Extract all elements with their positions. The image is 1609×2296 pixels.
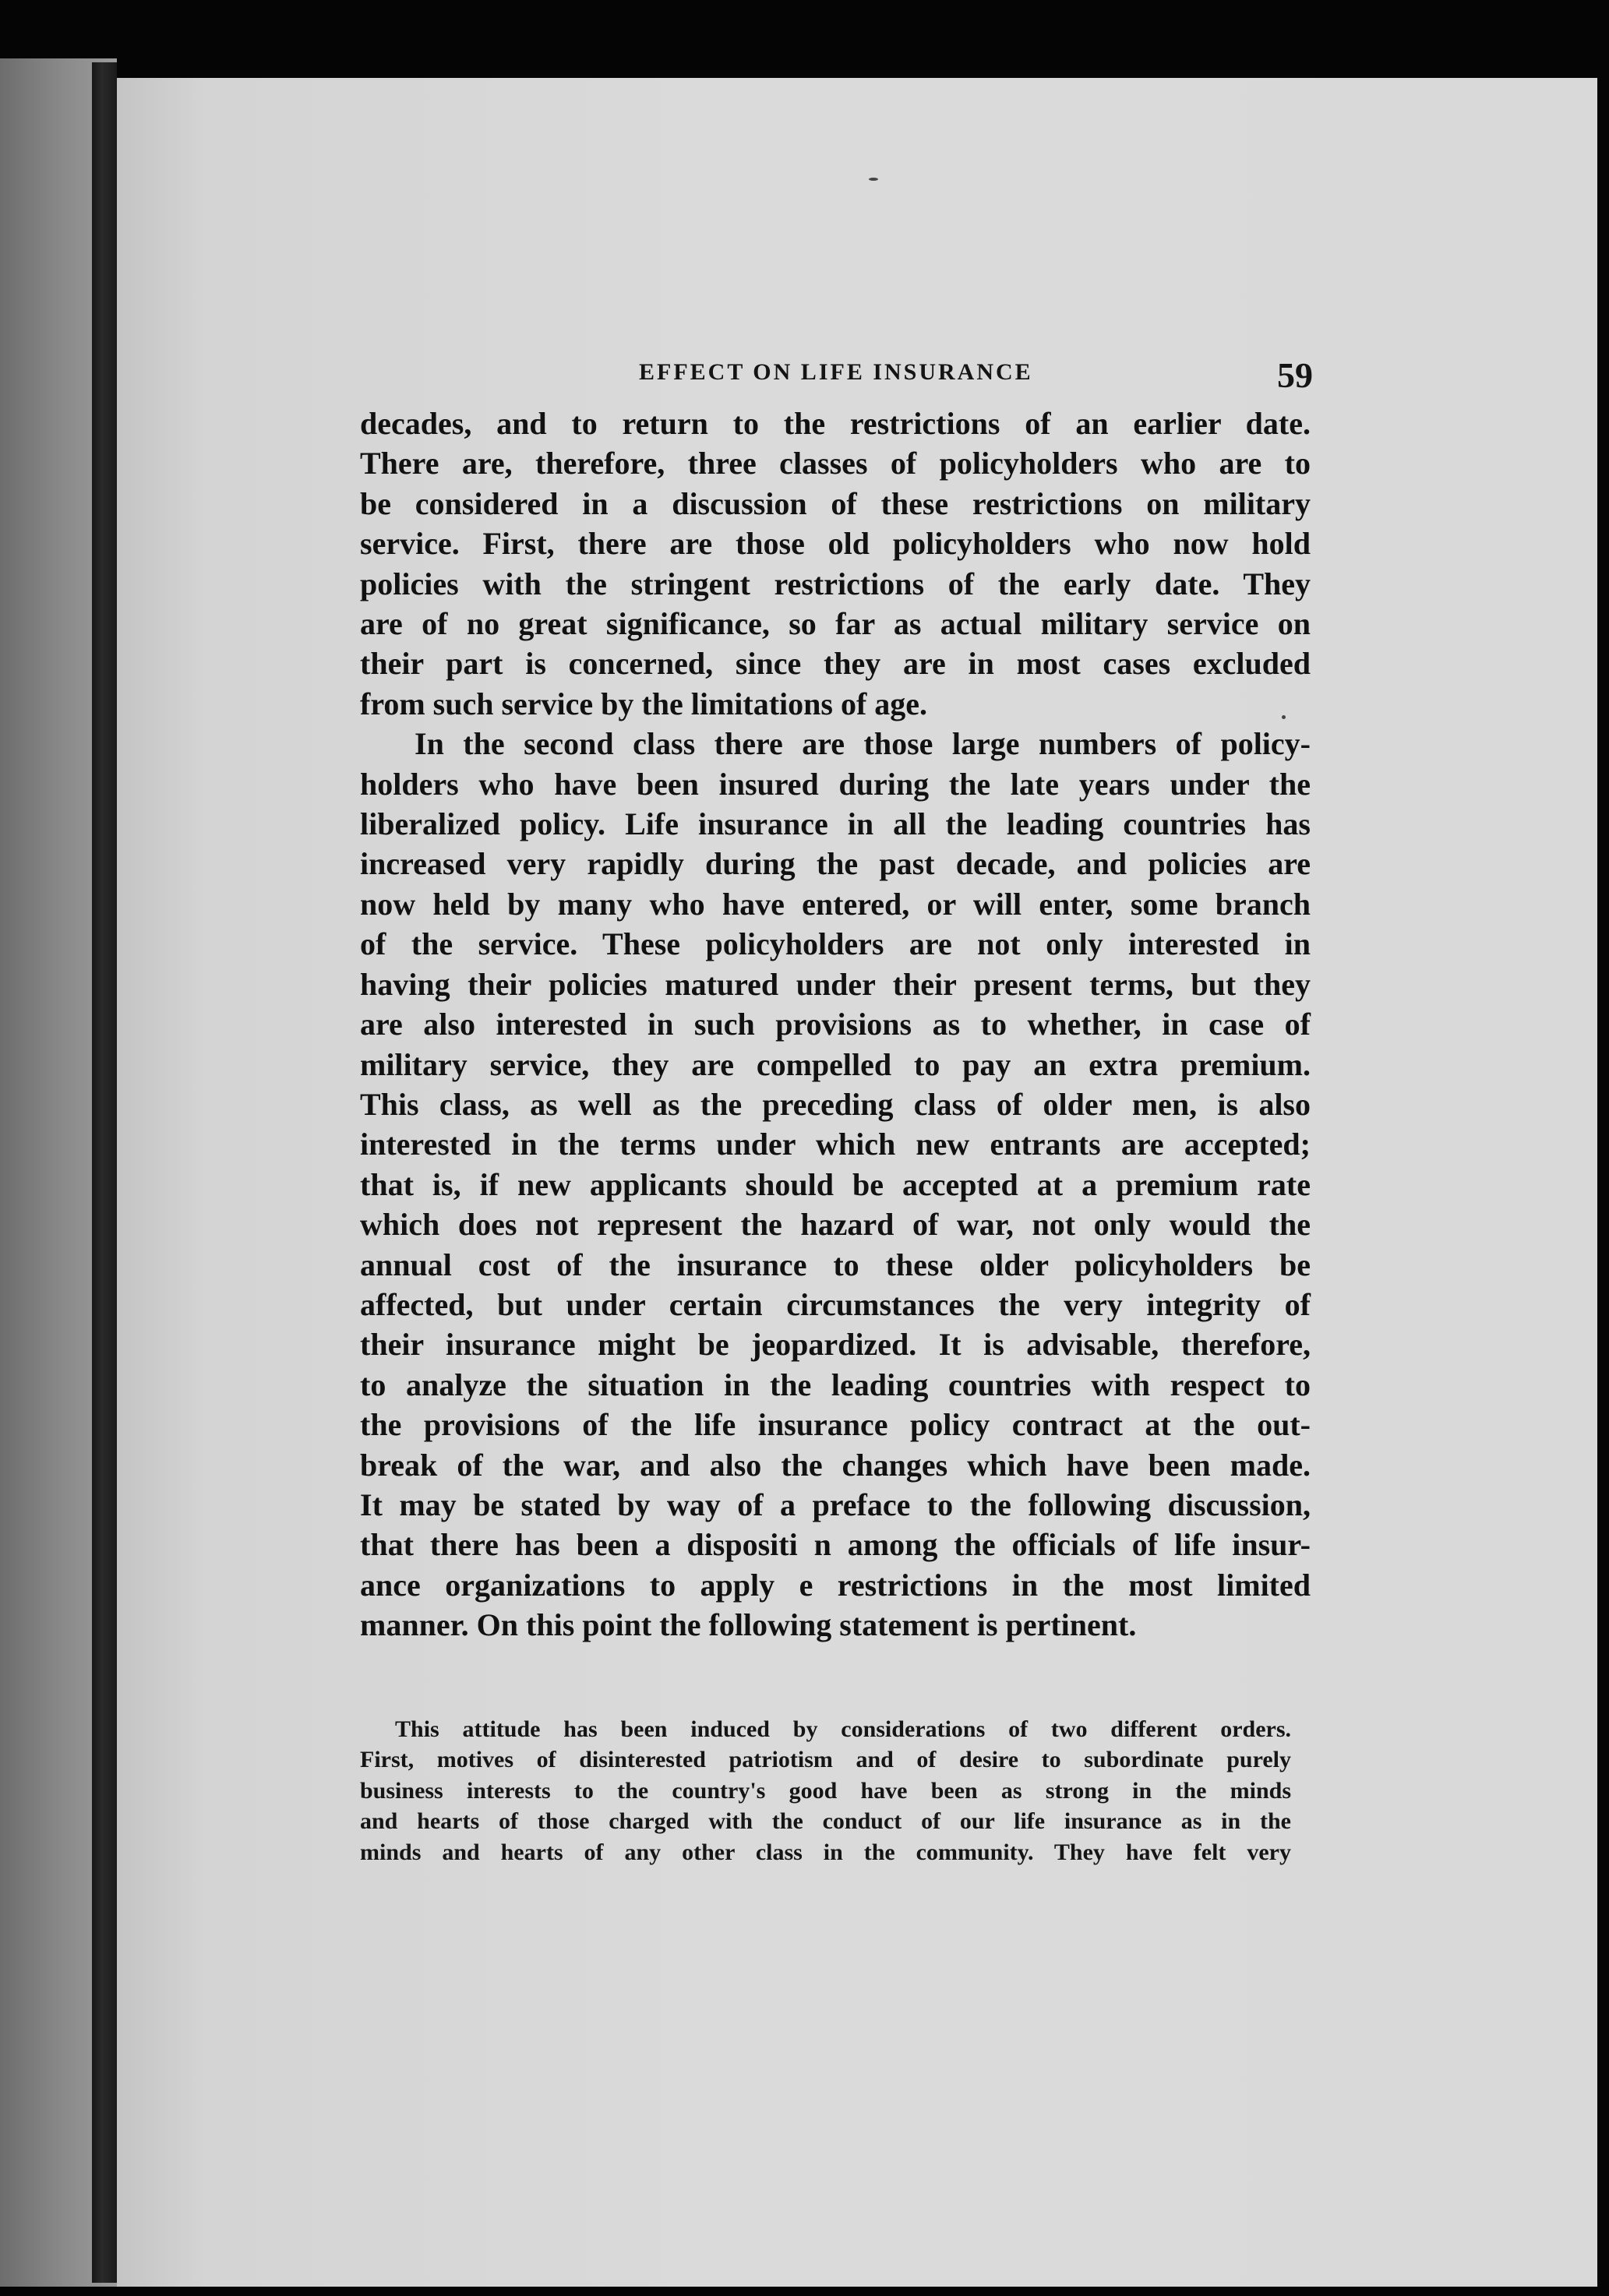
page-number: 59 [1277,355,1313,395]
text-line: are also interested in such provisions as to whether, in case of [360,1007,1311,1042]
block-quotation [360,1714,1291,1867]
text-line: that there has been a dispositi n among the officials of life insur- [360,1527,1311,1563]
text-line: There are, therefore, three classes of policyholders who are to [360,446,1311,481]
text-line: now held by many who have entered, or will enter, some branch [360,886,1311,922]
text-line: annual cost of the insurance to these older policyholders be [360,1247,1311,1282]
text-line: manner. On this point the following statement is pertinent. [360,1607,1137,1643]
text-line: break of the war, and also the changes which have been made. [360,1447,1311,1483]
text-line: which does not represent the hazard of war, not only would the [360,1207,1311,1243]
text-line: service. First, there are those old policyholders who now hold [360,526,1311,562]
text-line: affected, but under certain circumstances the very integrity of [360,1286,1311,1322]
text-line: decades, and to return to the restrictions of an earlier date. [360,406,1311,441]
quote-line: This attitude has been induced by considerations of two different orders. [395,1716,1291,1742]
text-line: liberalized policy. Life insurance in all the leading countries has [360,806,1311,842]
text-line: their insurance might be jeopardized. It is advisable, therefore, [360,1327,1311,1363]
text-line: In the second class there are those large numbers of policy- [415,726,1311,762]
text-line: policies with the stringent restrictions of the early date. They [360,566,1311,601]
quote-line: minds and hearts of any other class in the community. They have felt very [360,1839,1291,1865]
dust-speck [869,178,878,181]
quote-line: First, motives of disinterested patriotism and of desire to subordinate purely [360,1747,1291,1773]
text-line: to analyze the situation in the leading countries with respect to [360,1367,1311,1402]
text-line: interested in the terms under which new entrants are accepted; [360,1127,1311,1162]
page-header [639,354,1449,409]
text-line: the provisions of the life insurance policy contract at the out- [360,1407,1311,1443]
text-line: increased very rapidly during the past decade, and policies are [360,846,1311,882]
text-line: are of no great significance, so far as actual military service on [360,606,1311,642]
running-head: EFFECT ON LIFE INSURANCE [639,359,1033,385]
book-spine-shadow [92,62,117,2283]
text-line: It may be stated by way of a preface to the following discussion, [360,1487,1311,1522]
text-line: that is, if new applicants should be accepted at a premium rate [360,1166,1311,1202]
text-line: having their policies matured under their present terms, but they [360,966,1311,1002]
text-line: their part is concerned, since they are in most cases excluded [360,646,1311,682]
text-line: from such service by the limitations of age. [360,686,928,721]
quote-line: business interests to the country's good have been as strong in the minds [360,1777,1291,1804]
text-line: military service, they are compelled to pay an extra premium. [360,1046,1311,1082]
text-line: of the service. These policyholders are not only interested in [360,926,1311,962]
text-line: holders who have been insured during the late years under the [360,766,1311,802]
body-text [360,404,1311,1645]
text-line: ance organizations to apply e restrictions in the most limited [360,1567,1311,1603]
text-line: This class, as well as the preceding class of older men, is also [360,1086,1311,1122]
text-line: be considered in a discussion of these restrictions on military [360,485,1311,521]
quote-line: and hearts of those charged with the conduct of our life insurance as in the [360,1808,1291,1835]
